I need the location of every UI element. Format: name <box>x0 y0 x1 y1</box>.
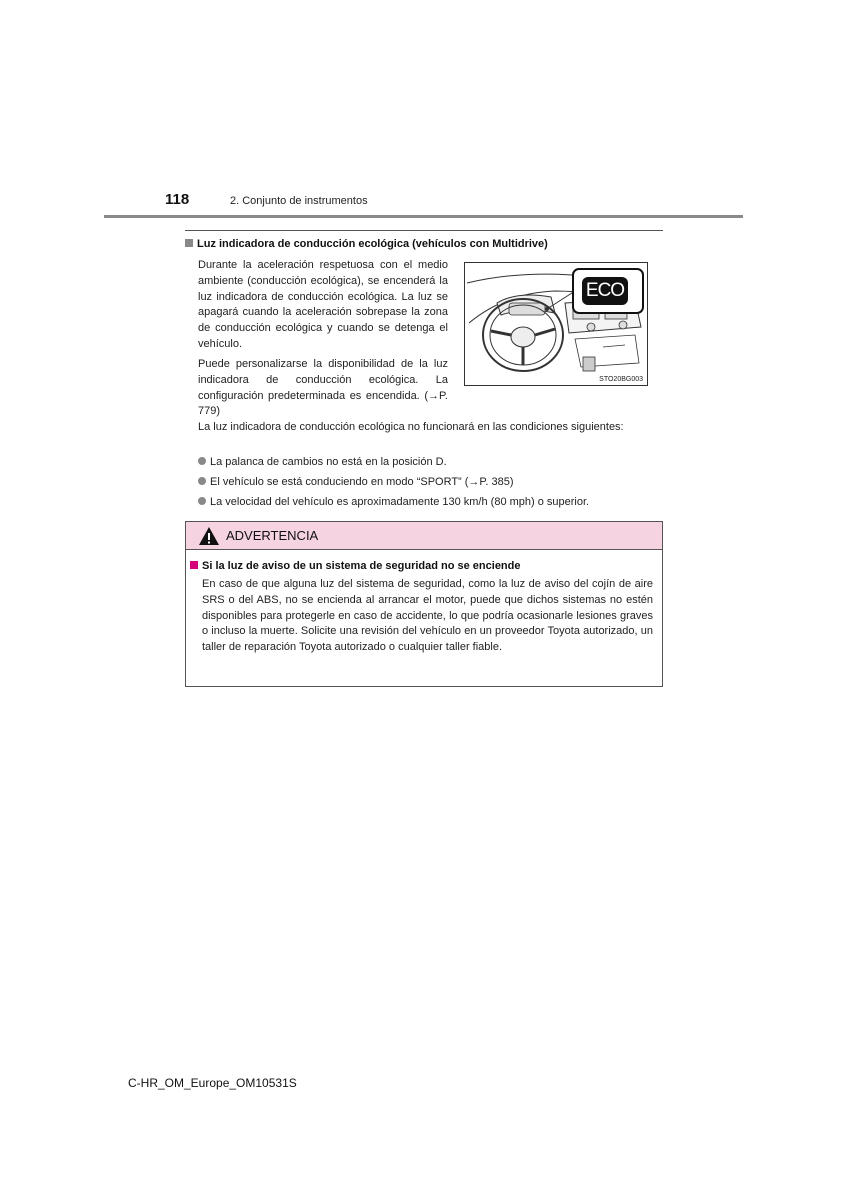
warning-header <box>186 522 662 550</box>
eco-indicator-label: ECO <box>585 280 625 301</box>
figure-code: STO20BG003 <box>599 376 643 383</box>
list-item-text: La palanca de cambios no está en la posición D. <box>210 456 447 468</box>
paragraph-conditions-intro: La luz indicadora de conducción ecológica no funcionará en las condiciones siguientes: <box>198 421 624 433</box>
paragraph-eco-description: Durante la aceleración respetuosa con el medio ambiente (conducción ecológica), se encenderá la luz indicadora de conducción ecológica. La luz se apagará cuando la aceleración sobrepase la zona de conducción ecológica y cuando se detenga el vehículo. <box>198 259 448 350</box>
section-square-icon <box>185 239 193 247</box>
warning-title: ADVERTENCIA <box>226 528 319 543</box>
bullet-icon <box>198 477 206 485</box>
header-divider <box>104 215 743 218</box>
bullet-icon <box>198 497 206 505</box>
section-divider <box>185 230 663 231</box>
footer-doc-code: C-HR_OM_Europe_OM10531S <box>128 1076 297 1090</box>
chapter-title: 2. Conjunto de instrumentos <box>230 195 368 207</box>
warning-subheading-text: Si la luz de aviso de un sistema de seguridad no se enciende <box>202 560 521 572</box>
list-item <box>198 455 658 471</box>
warning-triangle-icon <box>198 526 220 546</box>
section-heading <box>185 238 663 250</box>
page-number: 118 <box>165 191 190 208</box>
list-item-text: El vehículo se está conduciendo en modo “SPORT” (→P. 385) <box>210 476 514 489</box>
list-item-text: La velocidad del vehículo es aproximadamente 130 km/h (80 mph) o superior. <box>210 496 590 509</box>
conditions-list <box>198 455 658 516</box>
section-heading-text: Luz indicadora de conducción ecológica (vehículos con Multidrive) <box>197 238 548 250</box>
warning-text: En caso de que alguna luz del sistema de seguridad, como la luz de aviso del cojín de aire SRS o del ABS, no se encienda al arrancar el motor, puede que dichos sistemas no estén disponibles para protegerle en caso de accidente, lo que podría ocasionarle lesiones graves o incluso la muerte. Solicite una revisión del vehículo en un proveedor Toyota autorizado, un taller de reparación Toyota autorizado o cualquier taller fiable. <box>202 578 653 654</box>
list-item <box>198 475 658 491</box>
warning-subheading <box>190 560 521 572</box>
bullet-icon <box>198 457 206 465</box>
dashboard-figure <box>464 262 648 386</box>
paragraph-customization: Puede personalizarse la disponibilidad de la luz indicadora de conducción ecológica. La configuración predeterminada es encendida. (→P. 779) <box>198 358 448 418</box>
warning-box <box>185 521 663 687</box>
list-item <box>198 495 658 511</box>
warning-square-icon <box>190 561 198 569</box>
